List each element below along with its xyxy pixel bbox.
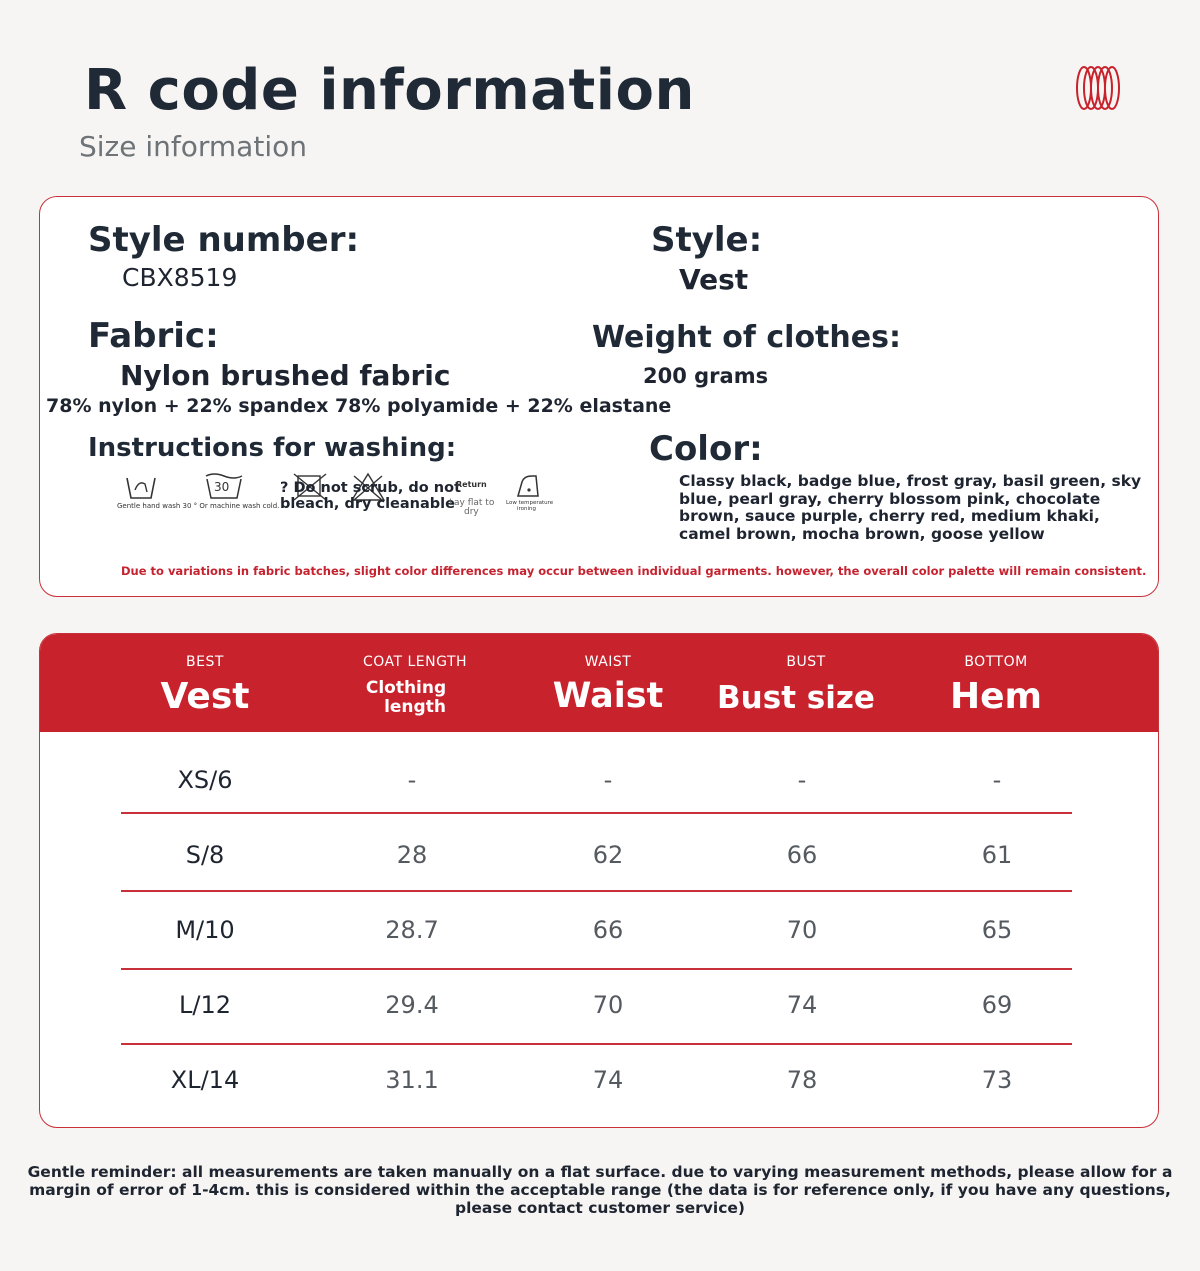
lay-flat-text-2: dry xyxy=(464,507,479,517)
hem-cell: 73 xyxy=(981,1066,1013,1094)
fabric-composition: 78% nylon + 22% spandex 78% polyamide + 22% elastane xyxy=(46,395,672,417)
fabric-label: Fabric: xyxy=(88,316,219,356)
fabric-name: Nylon brushed fabric xyxy=(120,359,451,392)
table-row xyxy=(40,916,1158,956)
style-label: Style: xyxy=(651,220,763,260)
iron-text: Low temperature xyxy=(506,500,554,506)
style-number-label: Style number: xyxy=(88,220,360,260)
bust-cell: 78 xyxy=(786,1066,818,1094)
color-list: Classy black, badge blue, frost gray, basil green, sky blue, pearl gray, cherry blossom pink, chocolate brown, sauce purple, cherry red, medium khaki, camel brown, mocha brown, goose yellow xyxy=(679,472,1142,543)
table-header xyxy=(40,634,1158,732)
color-label: Color: xyxy=(649,429,763,469)
column-header-length xyxy=(315,634,515,732)
measurement-reminder: Gentle reminder: all measurements are taken manually on a flat surface. due to varying measurement methods, please allow for a margin of error of 1-4cm. this is considered within the acceptable range (the data is for reference only, if you have any questions, please contact customer service) xyxy=(27,1163,1173,1217)
style-value: Vest xyxy=(679,263,749,296)
waist-cell: - xyxy=(603,766,613,794)
column-header-bust xyxy=(706,634,906,732)
page-title: R code information xyxy=(84,58,695,123)
gentle-wash-text: Gentle hand wash 30 ° Or machine wash cold. xyxy=(117,502,280,510)
concentric-rings-icon xyxy=(1074,64,1122,112)
size-cell: M/10 xyxy=(175,916,235,944)
length-cell: - xyxy=(407,766,417,794)
waist-cell: 66 xyxy=(592,916,624,944)
column-header-waist xyxy=(508,634,708,732)
column-label: Hem xyxy=(949,676,1043,717)
hem-cell: 69 xyxy=(981,991,1013,1019)
washing-label: Instructions for washing: xyxy=(88,433,457,463)
bust-cell: 70 xyxy=(786,916,818,944)
lay-flat-text: Lay flat to xyxy=(449,498,495,508)
hem-cell: 61 xyxy=(981,841,1013,869)
length-cell: 29.4 xyxy=(385,991,439,1019)
size-cell: S/8 xyxy=(185,841,225,869)
table-row xyxy=(40,841,1158,881)
waist-cell: 74 xyxy=(592,1066,624,1094)
bust-cell: 66 xyxy=(786,841,818,869)
style-number-value: CBX8519 xyxy=(122,263,238,292)
column-sublabel: BEST xyxy=(186,654,224,670)
length-cell: 28.7 xyxy=(385,916,439,944)
return-text: Return xyxy=(456,480,487,489)
waist-cell: 62 xyxy=(592,841,624,869)
column-sublabel: COAT LENGTH xyxy=(362,654,468,670)
column-header-vest xyxy=(105,634,305,732)
size-table xyxy=(39,633,1159,1128)
column-label xyxy=(315,679,515,717)
size-cell: XS/6 xyxy=(177,766,233,794)
page-subtitle: Size information xyxy=(79,130,307,163)
column-header-hem xyxy=(896,634,1096,732)
column-label: Bust size xyxy=(717,680,875,716)
iron-text-2: ironing xyxy=(517,506,537,512)
length-cell: 31.1 xyxy=(385,1066,439,1094)
column-label-line1: Clothing xyxy=(365,678,447,698)
length-cell: 28 xyxy=(396,841,428,869)
no-scrub-text: ? Do not scrub, do not xyxy=(280,480,462,496)
table-row xyxy=(40,991,1158,1031)
color-disclaimer: Due to variations in fabric batches, slight color differences may occur between individual garments. however, the overall color palette will remain consistent. xyxy=(121,564,1147,578)
table-row xyxy=(40,1066,1158,1106)
column-label: Waist xyxy=(552,676,664,716)
row-divider xyxy=(121,812,1072,814)
bust-cell: - xyxy=(797,766,807,794)
bleach-dry-text: bleach, dry cleanable xyxy=(280,496,455,512)
hem-cell: 65 xyxy=(981,916,1013,944)
hem-cell: - xyxy=(992,766,1002,794)
row-divider xyxy=(121,968,1072,970)
column-sublabel: BOTTOM xyxy=(964,654,1028,670)
size-cell: XL/14 xyxy=(170,1066,240,1094)
weight-label: Weight of clothes: xyxy=(592,320,901,355)
row-divider xyxy=(121,890,1072,892)
low-temp-iron-icon xyxy=(508,470,548,504)
hand-wash-icon xyxy=(121,470,161,504)
column-sublabel: WAIST xyxy=(584,654,632,670)
column-sublabel: BUST xyxy=(786,654,826,670)
column-label: Vest xyxy=(160,676,250,717)
size-cell: L/12 xyxy=(179,991,231,1019)
column-label-line2: length xyxy=(384,697,446,717)
bust-cell: 74 xyxy=(786,991,818,1019)
row-divider xyxy=(121,1043,1072,1045)
waist-cell: 70 xyxy=(592,991,624,1019)
weight-value: 200 grams xyxy=(643,364,769,388)
table-row xyxy=(40,766,1158,806)
wash-temp: 30 xyxy=(214,480,230,494)
